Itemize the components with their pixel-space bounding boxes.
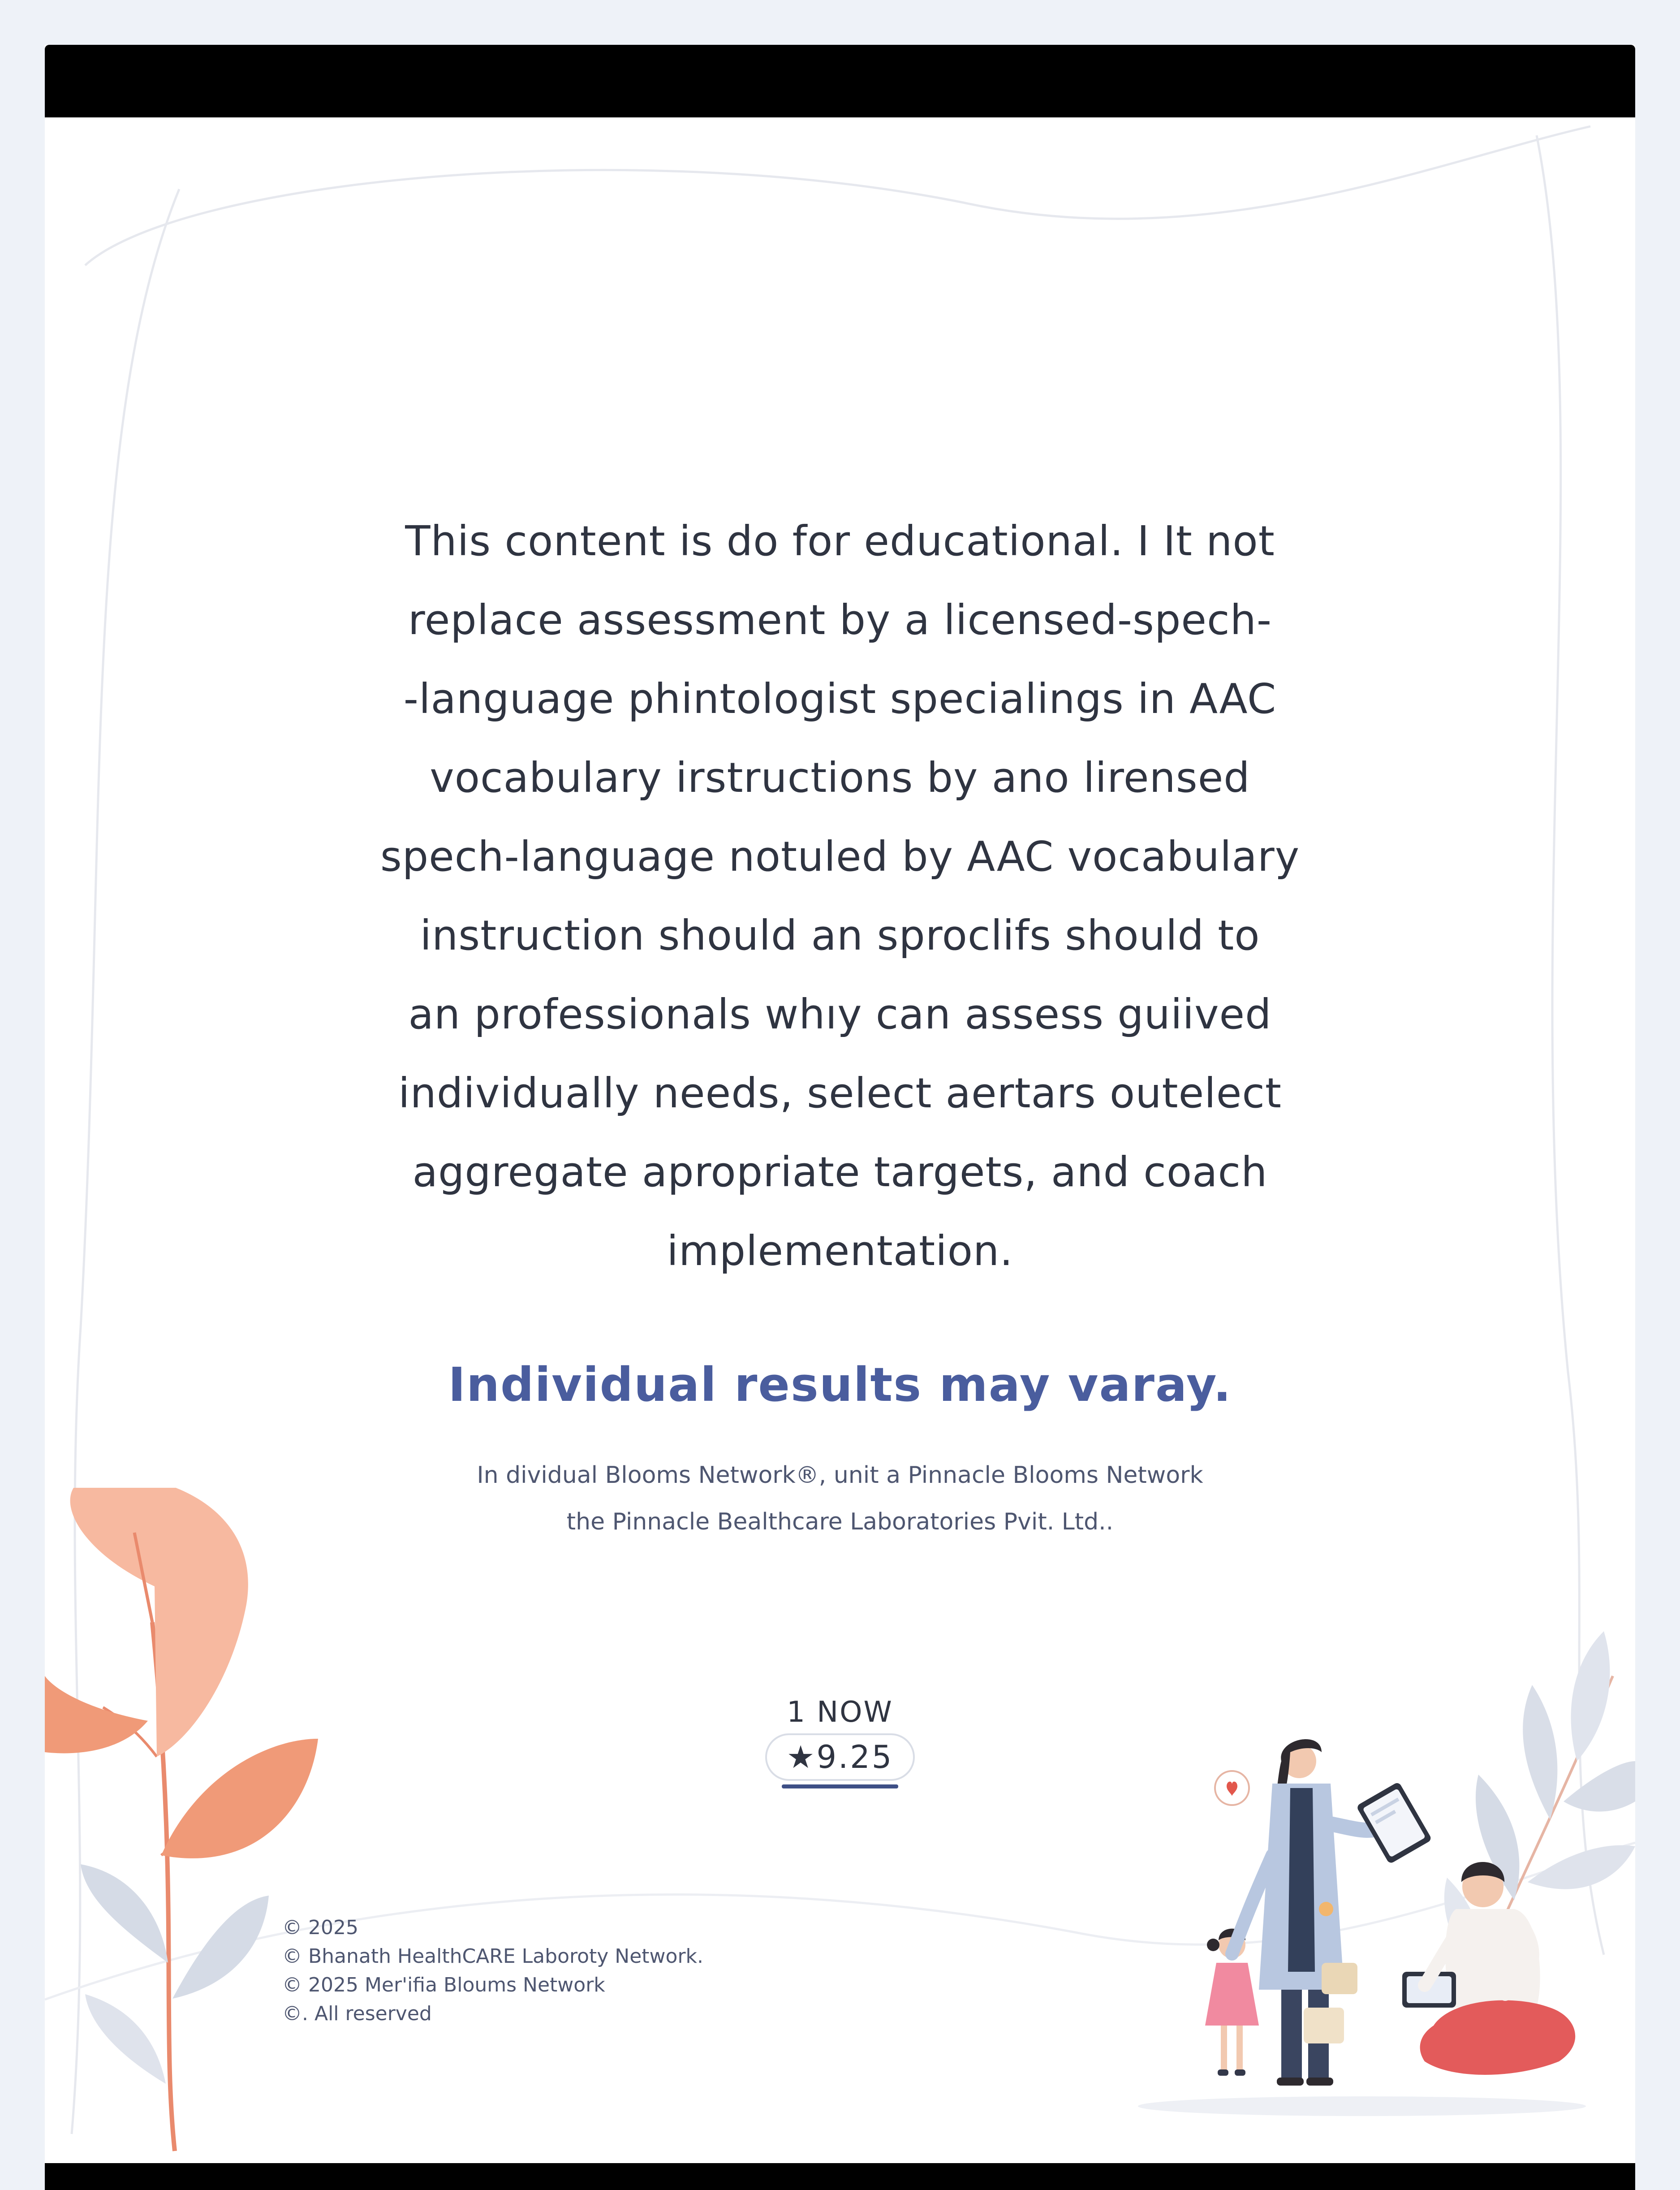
left-leaf-illustration: [45, 1488, 358, 2169]
disclaimer-line: implementation.: [667, 1227, 1013, 1275]
results-heading: Individual results may varay.: [448, 1357, 1232, 1412]
disclaimer-line: -language phintologist specialings in AAC: [403, 675, 1277, 723]
disclaimer-line: an professionals whıy can assess guiived: [408, 990, 1272, 1038]
attribution-text: [385, 1452, 1295, 1545]
copyright-line: © 2025: [282, 1916, 358, 1939]
disclaimer-line: This content is do for educational. I It not: [405, 517, 1275, 565]
badge-underline: [782, 1784, 898, 1788]
badge-top-text: 1 NOW: [787, 1696, 893, 1729]
top-black-bar: [45, 45, 1635, 117]
disclaimer-line: instruction should an sproclifs should to: [420, 911, 1260, 959]
copyright-block: [282, 1914, 909, 2028]
disclaimer-line: replace assessment by a licensed-spech-: [408, 596, 1272, 644]
rating-badge: [744, 1694, 936, 1788]
therapy-scene-illustration: [1111, 1721, 1613, 2124]
copyright-line: ©. All reserved: [282, 2002, 432, 2025]
disclaimer-line: aggregate apropriate targets, and coach: [412, 1148, 1268, 1196]
bottom-black-bar: [45, 2163, 1635, 2190]
disclaimer-line: spech-language notuled by AAC vocabulary: [380, 833, 1300, 881]
document-frame: [45, 45, 1635, 2190]
badge-value: ★9.25: [765, 1733, 915, 1781]
copyright-line: © Bhanath HealthCARE Laboroty Network.: [282, 1945, 704, 1968]
copyright-line: © 2025 Mer'ifia Bloums Network: [282, 1974, 605, 1996]
attribution-line: In dividual Blooms Network®, unit a Pinnacle Blooms Network: [477, 1462, 1203, 1489]
attribution-line: the Pinnacle Bealthcare Laboratories Pvit. Ltd..: [566, 1508, 1114, 1535]
disclaimer-line: vocabulary irstructions by ano lirensed: [430, 754, 1250, 802]
disclaimer-text: [296, 502, 1384, 1291]
disclaimer-line: individually needs, select aertars outelect: [398, 1069, 1282, 1117]
